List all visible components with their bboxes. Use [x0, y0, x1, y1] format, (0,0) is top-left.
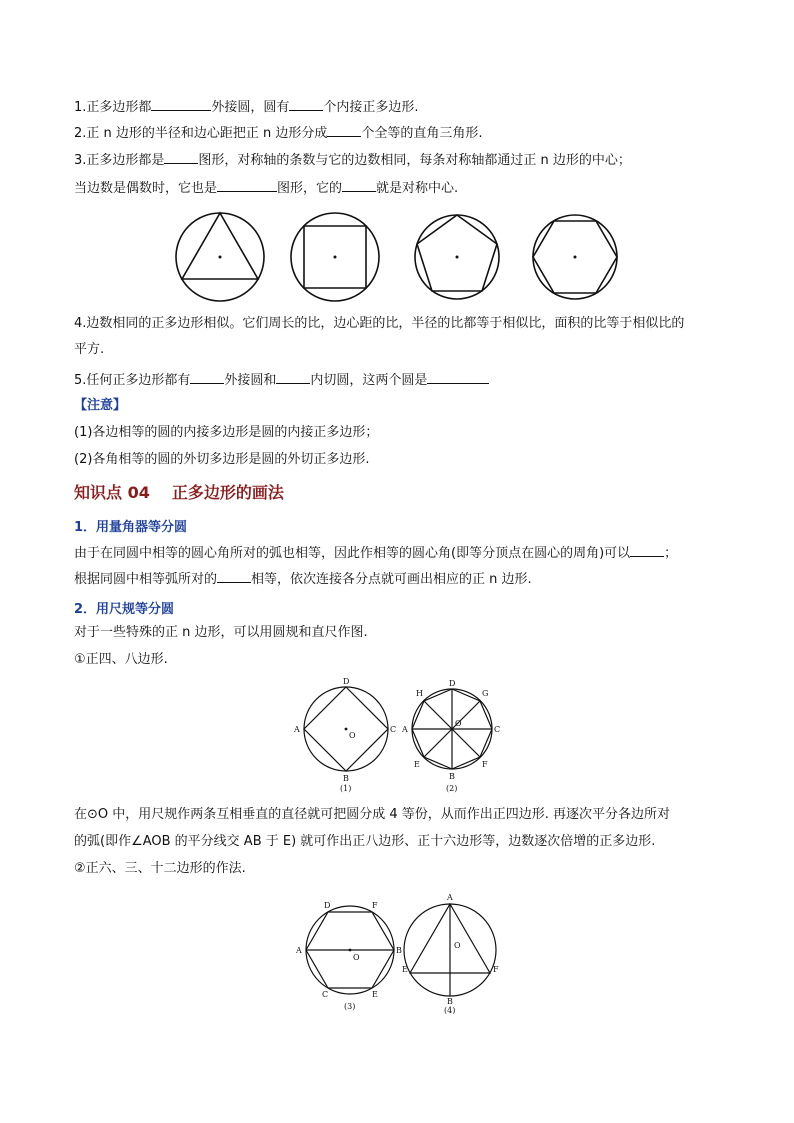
hexagon-triangle-figures: [290, 884, 512, 1014]
section-2-heading: 2．用尺规等分圆: [74, 602, 175, 617]
label-A: A: [296, 946, 302, 955]
label-B: B: [447, 997, 453, 1006]
label-E: E: [402, 965, 408, 974]
section-1-heading: 1．用量角器等分圆: [74, 520, 188, 535]
figure-caption: (1): [340, 784, 352, 793]
label-D: D: [449, 679, 456, 688]
statement-3: 3.正多边形都是 图形，对称轴的条数与它的边数相同，每条对称轴都通过正 n 边形的中心；: [74, 149, 631, 171]
statement-5: 5.任何正多边形都有 外接圆和 内切圆，这两个圆是: [74, 369, 489, 391]
answer-blank[interactable]: [427, 369, 489, 384]
answer-blank[interactable]: [630, 542, 664, 557]
note-1: (1)各边相等的圆的内接多边形是圆的内接正多边形；: [74, 425, 379, 440]
answer-blank[interactable]: [327, 122, 361, 137]
case-1-title: ①正四、八边形.: [74, 652, 168, 667]
section-2-p2: 在⊙O 中，用尺规作两条互相垂直的直径就可把圆分成 4 等份，从而作出正四边形. 再逐次平分各边所对: [74, 807, 671, 822]
label-D: D: [324, 901, 331, 910]
section-1-p1: 由于在同圆中相等的圆心角所对的弧也相等，因此作相等的圆心角(即等分顶点在圆心的周角)可以 ；: [74, 542, 677, 564]
label-D: D: [343, 677, 350, 686]
answer-blank[interactable]: [342, 177, 376, 192]
label-O: O: [455, 719, 462, 728]
note-2: (2)各角相等的圆的外切多边形是圆的外切正多边形.: [74, 452, 370, 467]
label-O: O: [349, 731, 356, 740]
label-G: G: [482, 689, 489, 698]
section-2-p3: 的弧(即作∠AOB 的平分线交 AB 于 E) 就可作出正八边形、正十六边形等，边数逐次倍增的正多边形.: [74, 834, 656, 849]
answer-blank[interactable]: [276, 369, 310, 384]
label-H: H: [416, 689, 423, 698]
statement-4-cont: 平方.: [74, 342, 105, 357]
label-F: F: [482, 760, 488, 769]
note-title: 【注意】: [74, 398, 127, 413]
answer-blank[interactable]: [217, 568, 251, 583]
label-B: B: [343, 774, 349, 783]
answer-blank[interactable]: [151, 96, 211, 111]
knowledge-point-heading: 知识点 04 正多边形的画法: [74, 483, 284, 502]
answer-blank[interactable]: [289, 96, 323, 111]
label-B: B: [396, 946, 402, 955]
answer-blank[interactable]: [164, 149, 198, 164]
label-O: O: [454, 941, 461, 950]
case-2-title: ②正六、三、十二边形的作法.: [74, 861, 246, 876]
label-F: F: [493, 965, 499, 974]
square-octagon-figures: [286, 676, 512, 800]
statement-1: 1.正多边形都 外接圆，圆有 个内接正多边形.: [74, 96, 419, 118]
label-O: O: [353, 953, 360, 962]
label-A: A: [402, 725, 408, 734]
section-1-p2: 根据同圆中相等弧所对的 相等，依次连接各分点就可画出相应的正 n 边形.: [74, 568, 532, 590]
answer-blank[interactable]: [190, 369, 224, 384]
label-F: F: [372, 901, 378, 910]
answer-blank[interactable]: [217, 177, 277, 192]
label-C: C: [494, 725, 501, 734]
label-A: A: [294, 725, 300, 734]
label-C: C: [322, 990, 329, 999]
statement-4: 4.边数相同的正多边形相似。它们周长的比，边心距的比，半径的比都等于相似比，面积的比等于相似比的: [74, 316, 685, 331]
label-E: E: [372, 990, 378, 999]
inscribed-polygons-figure: [170, 207, 630, 307]
label-C: C: [390, 725, 397, 734]
statement-2: 2.正 n 边形的半径和边心距把正 n 边形分成 个全等的直角三角形.: [74, 122, 483, 144]
label-E: E: [414, 760, 420, 769]
label-B: B: [449, 772, 455, 781]
section-2-p1: 对于一些特殊的正 n 边形，可以用圆规和直尺作图.: [74, 625, 368, 640]
figure-caption: (3): [344, 1002, 356, 1011]
statement-3-cont: 当边数是偶数时，它也是 图形，它的 就是对称中心.: [74, 177, 458, 199]
label-A: A: [447, 893, 453, 902]
figure-caption: (4): [444, 1006, 456, 1014]
figure-caption: (2): [446, 784, 458, 793]
